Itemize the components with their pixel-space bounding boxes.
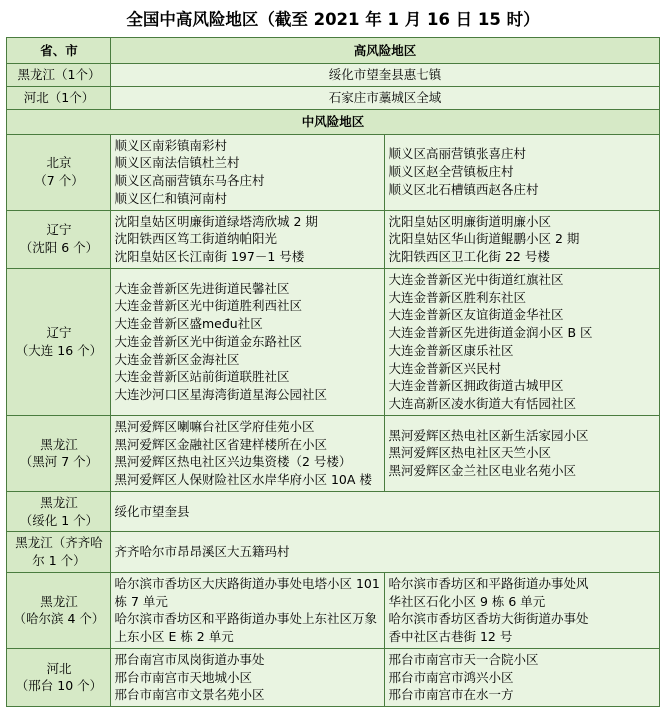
table-row: [7, 268, 659, 415]
area-cell-right: 邢台市南宫市天一合院小区 邢台市南宫市鸿兴小区 邢台市南宫市在水一方: [385, 648, 659, 706]
section-header-mid-risk: 中风险地区: [7, 109, 659, 134]
province-cell: 河北（1个）: [7, 86, 111, 109]
area-cell-left: 哈尔滨市香坊区大庆路街道办事处电塔小区 101 栋 7 单元 哈尔滨市香坊区和平路街道办事处上东社区万象 上东小区 E 栋 2 单元: [111, 572, 385, 648]
area-cell-right: 黑河爱辉区热电社区新生活家园小区 黑河爱辉区热电社区天竺小区 黑河爱辉区金兰社区电业名苑小区: [385, 415, 659, 491]
area-cell-right: 哈尔滨市香坊区和平路街道办事处风 华社区石化小区 9 栋 6 单元 哈尔滨市香坊区香坊大街街道办事处 香中社区古巷街 12 号: [385, 572, 659, 648]
area-cell-right: 顺义区高丽营镇张喜庄村 顺义区赵全营镇板庄村 顺义区北石槽镇西赵各庄村: [385, 134, 659, 210]
area-cell: 齐齐哈尔市昂昂溪区大五籍玛村: [111, 532, 659, 573]
area-cell: 绥化市望奎县: [111, 491, 659, 532]
province-cell: 黑龙江 （哈尔滨 4 个）: [7, 572, 111, 648]
table-row: [7, 210, 659, 268]
area-cell-left: 黑河爱辉区喇嘛台社区学府佳苑小区 黑河爱辉区金融社区省建样楼所在小区 黑河爱辉区热电社区兴边集资楼（2 号楼） 黑河爱辉区人保财险社区水岸华府小区 10A 楼: [111, 415, 385, 491]
province-cell: 北京 （7 个）: [7, 134, 111, 210]
table-row: [7, 134, 659, 210]
province-cell: 河北 （邢台 10 个）: [7, 648, 111, 706]
column-header-high-risk: 高风险地区: [111, 38, 659, 64]
table-row: [7, 415, 659, 491]
province-cell: 黑龙江 （绥化 1 个）: [7, 491, 111, 532]
area-cell-left: 邢台南宫市凤岗街道办事处 邢台市南宫市天地城小区 邢台市南宫市文景名苑小区: [111, 648, 385, 706]
province-cell: 辽宁 （大连 16 个）: [7, 268, 111, 415]
area-cell: 绥化市望奎县惠七镇: [111, 64, 659, 87]
province-cell: 黑龙江（齐齐哈 尔 1 个）: [7, 532, 111, 573]
table-row: [7, 64, 659, 87]
risk-area-table: [6, 37, 659, 707]
table-row: [7, 491, 659, 532]
province-cell: 辽宁 （沈阳 6 个）: [7, 210, 111, 268]
column-header-province: 省、市: [7, 38, 111, 64]
area-cell-left: 大连金普新区先进街道民馨社区 大连金普新区光中街道胜利西社区 大连金普新区盛među社区 大连金普新区光中街道金东路社区 大连金普新区金海社区 大连金普新区站前街道联胜社区 大连沙河口区星海湾街道星海公园社区: [111, 268, 385, 415]
table-row: [7, 86, 659, 109]
area-cell-right: 大连金普新区光中街道红旗社区 大连金普新区胜利东社区 大连金普新区友谊街道金华社区 大连金普新区先进街道金润小区 B 区 大连金普新区康乐社区 大连金普新区兴民村 大连金普新区拥政街道古城甲区 大连高新区凌水街道大有恬园社区: [385, 268, 659, 415]
section-header-row: [7, 109, 659, 134]
area-cell: 石家庄市藁城区全域: [111, 86, 659, 109]
table-row: [7, 532, 659, 573]
province-cell: 黑龙江（1个）: [7, 64, 111, 87]
table-header-row: [7, 38, 659, 64]
page-title: 全国中高风险地区（截至 2021 年 1 月 16 日 15 时）: [126, 10, 540, 29]
area-cell-left: 顺义区南彩镇南彩村 顺义区南法信镇杜兰村 顺义区高丽营镇东马各庄村 顺义区仁和镇河南村: [111, 134, 385, 210]
area-cell-right: 沈阳皇姑区明廉街道明廉小区 沈阳皇姑区华山街道鲲鹏小区 2 期 沈阳铁西区卫工化街 22 号楼: [385, 210, 659, 268]
province-cell: 黑龙江 （黑河 7 个）: [7, 415, 111, 491]
table-row: [7, 572, 659, 648]
table-row: [7, 648, 659, 706]
area-cell-left: 沈阳皇姑区明廉街道绿塔湾欣城 2 期 沈阳铁西区笃工街道纳帕阳光 沈阳皇姑区长江南街 197－1 号楼: [111, 210, 385, 268]
